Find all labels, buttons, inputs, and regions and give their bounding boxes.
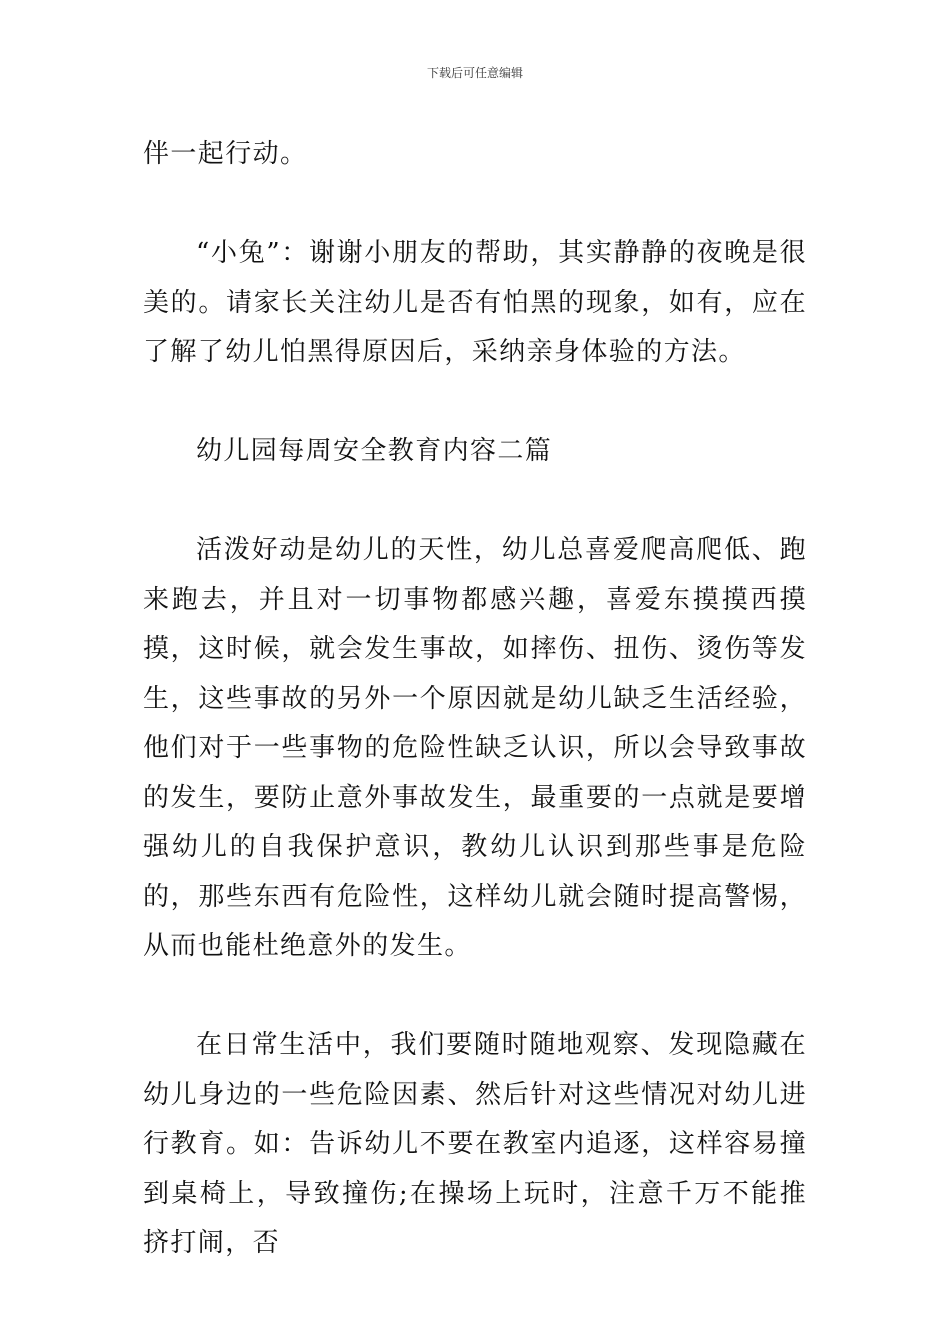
paragraph-safety-nature: 活泼好动是幼儿的天性，幼儿总喜爱爬高爬低、跑来跑去，并且对一切事物都感兴趣，喜爱东摸摸西摸摸，这时候，就会发生事故，如摔伤、扭伤、烫伤等发生，这些事故的另外一个原因就是幼儿缺乏生活经验，他们对于一些事物的危险性缺乏认识，所以会导致事故的发生，要防止意外事故发生，最重要的一点就是要增强幼儿的自我保护意识，教幼儿认识到那些事是危险的，那些东西有危险性，这样幼儿就会随时提高警惕，从而也能杜绝意外的发生。 <box>143 535 807 961</box>
paragraph-continuation: 伴一起行动。 <box>143 139 308 169</box>
paragraph-daily-life: 在日常生活中，我们要随时随地观察、发现隐藏在幼儿身边的一些危险因素、然后针对这些情况对幼儿进行教育。如：告诉幼儿不要在教室内追逐，这样容易撞到桌椅上，导致撞伤;在操场上玩时，注意千万不能推挤打闹，否 <box>143 1030 807 1258</box>
paragraph-rabbit-dialogue: “小兔”：谢谢小朋友的帮助，其实静静的夜晚是很美的。请家长关注幼儿是否有怕黑的现象，如有，应在了解了幼儿怕黑得原因后，采纳亲身体验的方法。 <box>143 238 807 367</box>
section-title: 幼儿园每周安全教育内容二篇 <box>196 436 553 466</box>
page-header-note: 下载后可任意编辑 <box>426 66 523 80</box>
document-body <box>143 130 807 1318</box>
